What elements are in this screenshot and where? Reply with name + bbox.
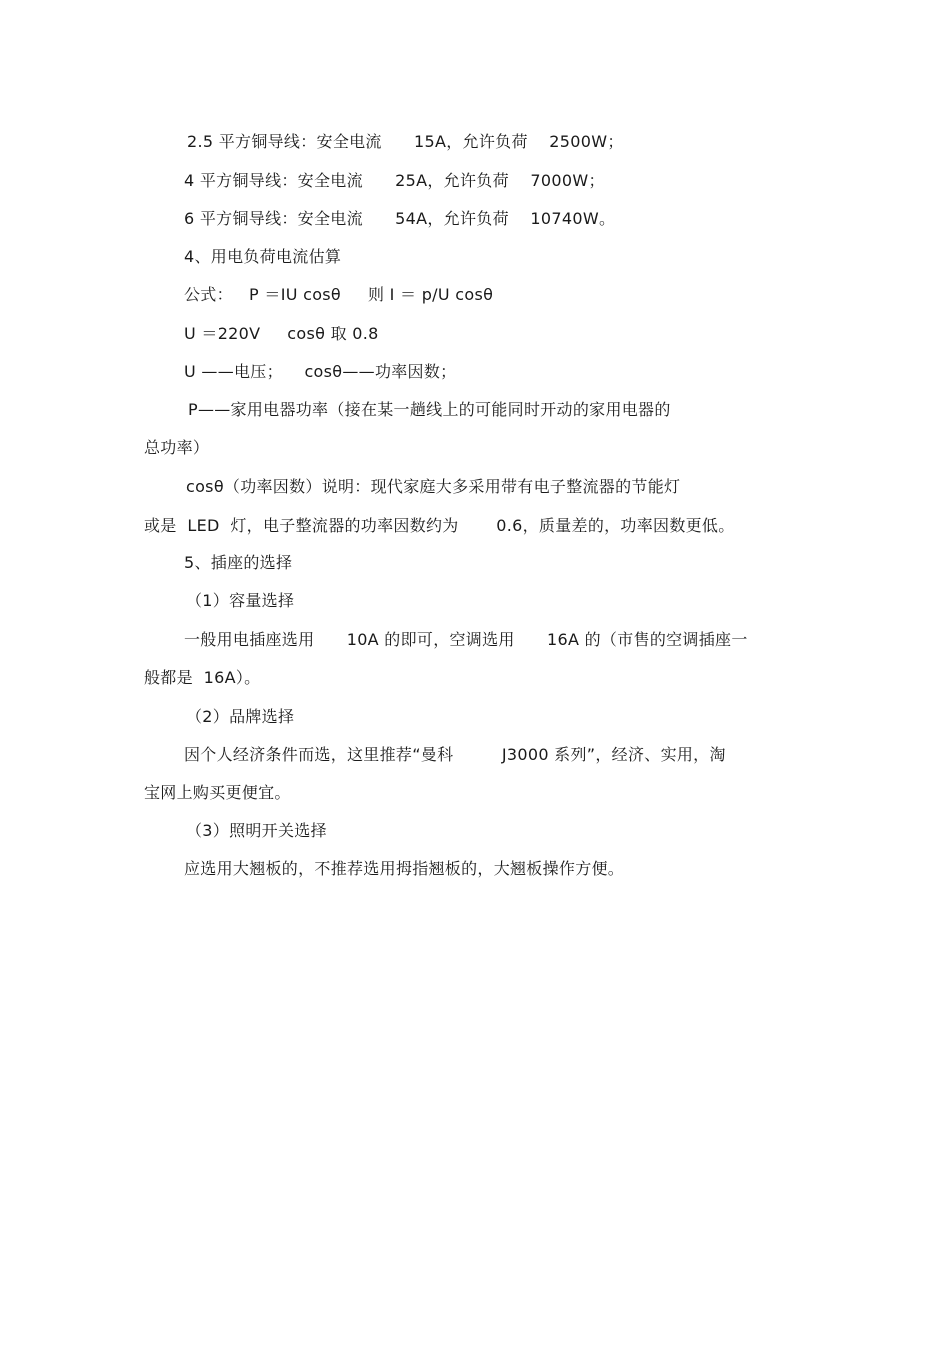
text-line-brand-cont: 宝网上购买更便宜。	[144, 783, 291, 802]
text-line-copper-6: 6 平方铜导线：安全电流 54A，允许负荷 10740W。	[184, 209, 616, 228]
section-heading-load-estimate: 4、用电负荷电流估算	[184, 247, 342, 266]
text-line-brand: 因个人经济条件而选，这里推荐“曼科 J3000 系列”，经济、实用，淘	[184, 745, 726, 764]
subheading-capacity: （1）容量选择	[186, 591, 295, 610]
text-line-capacity-cont: 般都是 16A）。	[144, 668, 261, 687]
section-heading-socket-choice: 5、插座的选择	[184, 553, 293, 572]
text-line-power-definition-cont: 总功率）	[144, 438, 210, 457]
text-line-variable-definitions: U ——电压； cosθ——功率因数；	[184, 362, 457, 381]
text-line-power-factor-note: cosθ（功率因数）说明：现代家庭大多采用带有电子整流器的节能灯	[186, 477, 681, 496]
subheading-brand: （2）品牌选择	[186, 707, 295, 726]
text-line-copper-4: 4 平方铜导线：安全电流 25A，允许负荷 7000W；	[184, 171, 605, 190]
text-line-capacity: 一般用电插座选用 10A 的即可，空调选用 16A 的（市售的空调插座一	[184, 630, 748, 649]
text-line-formula: 公式： P ＝IU cosθ 则 I ＝ p/U cosθ	[184, 285, 494, 304]
text-line-power-factor-note-cont: 或是 LED 灯，电子整流器的功率因数约为 0.6，质量差的，功率因数更低。	[144, 516, 735, 535]
subheading-light-switch: （3）照明开关选择	[186, 821, 327, 840]
text-line-copper-2-5: 2.5 平方铜导线：安全电流 15A，允许负荷 2500W；	[187, 132, 624, 151]
text-line-power-definition: P——家用电器功率（接在某一趟线上的可能同时开动的家用电器的	[188, 400, 671, 419]
text-line-light-switch: 应选用大翘板的，不推荐选用拇指翘板的，大翘板操作方便。	[184, 859, 625, 878]
text-line-voltage-value: U ＝220V cosθ 取 0.8	[184, 324, 379, 343]
